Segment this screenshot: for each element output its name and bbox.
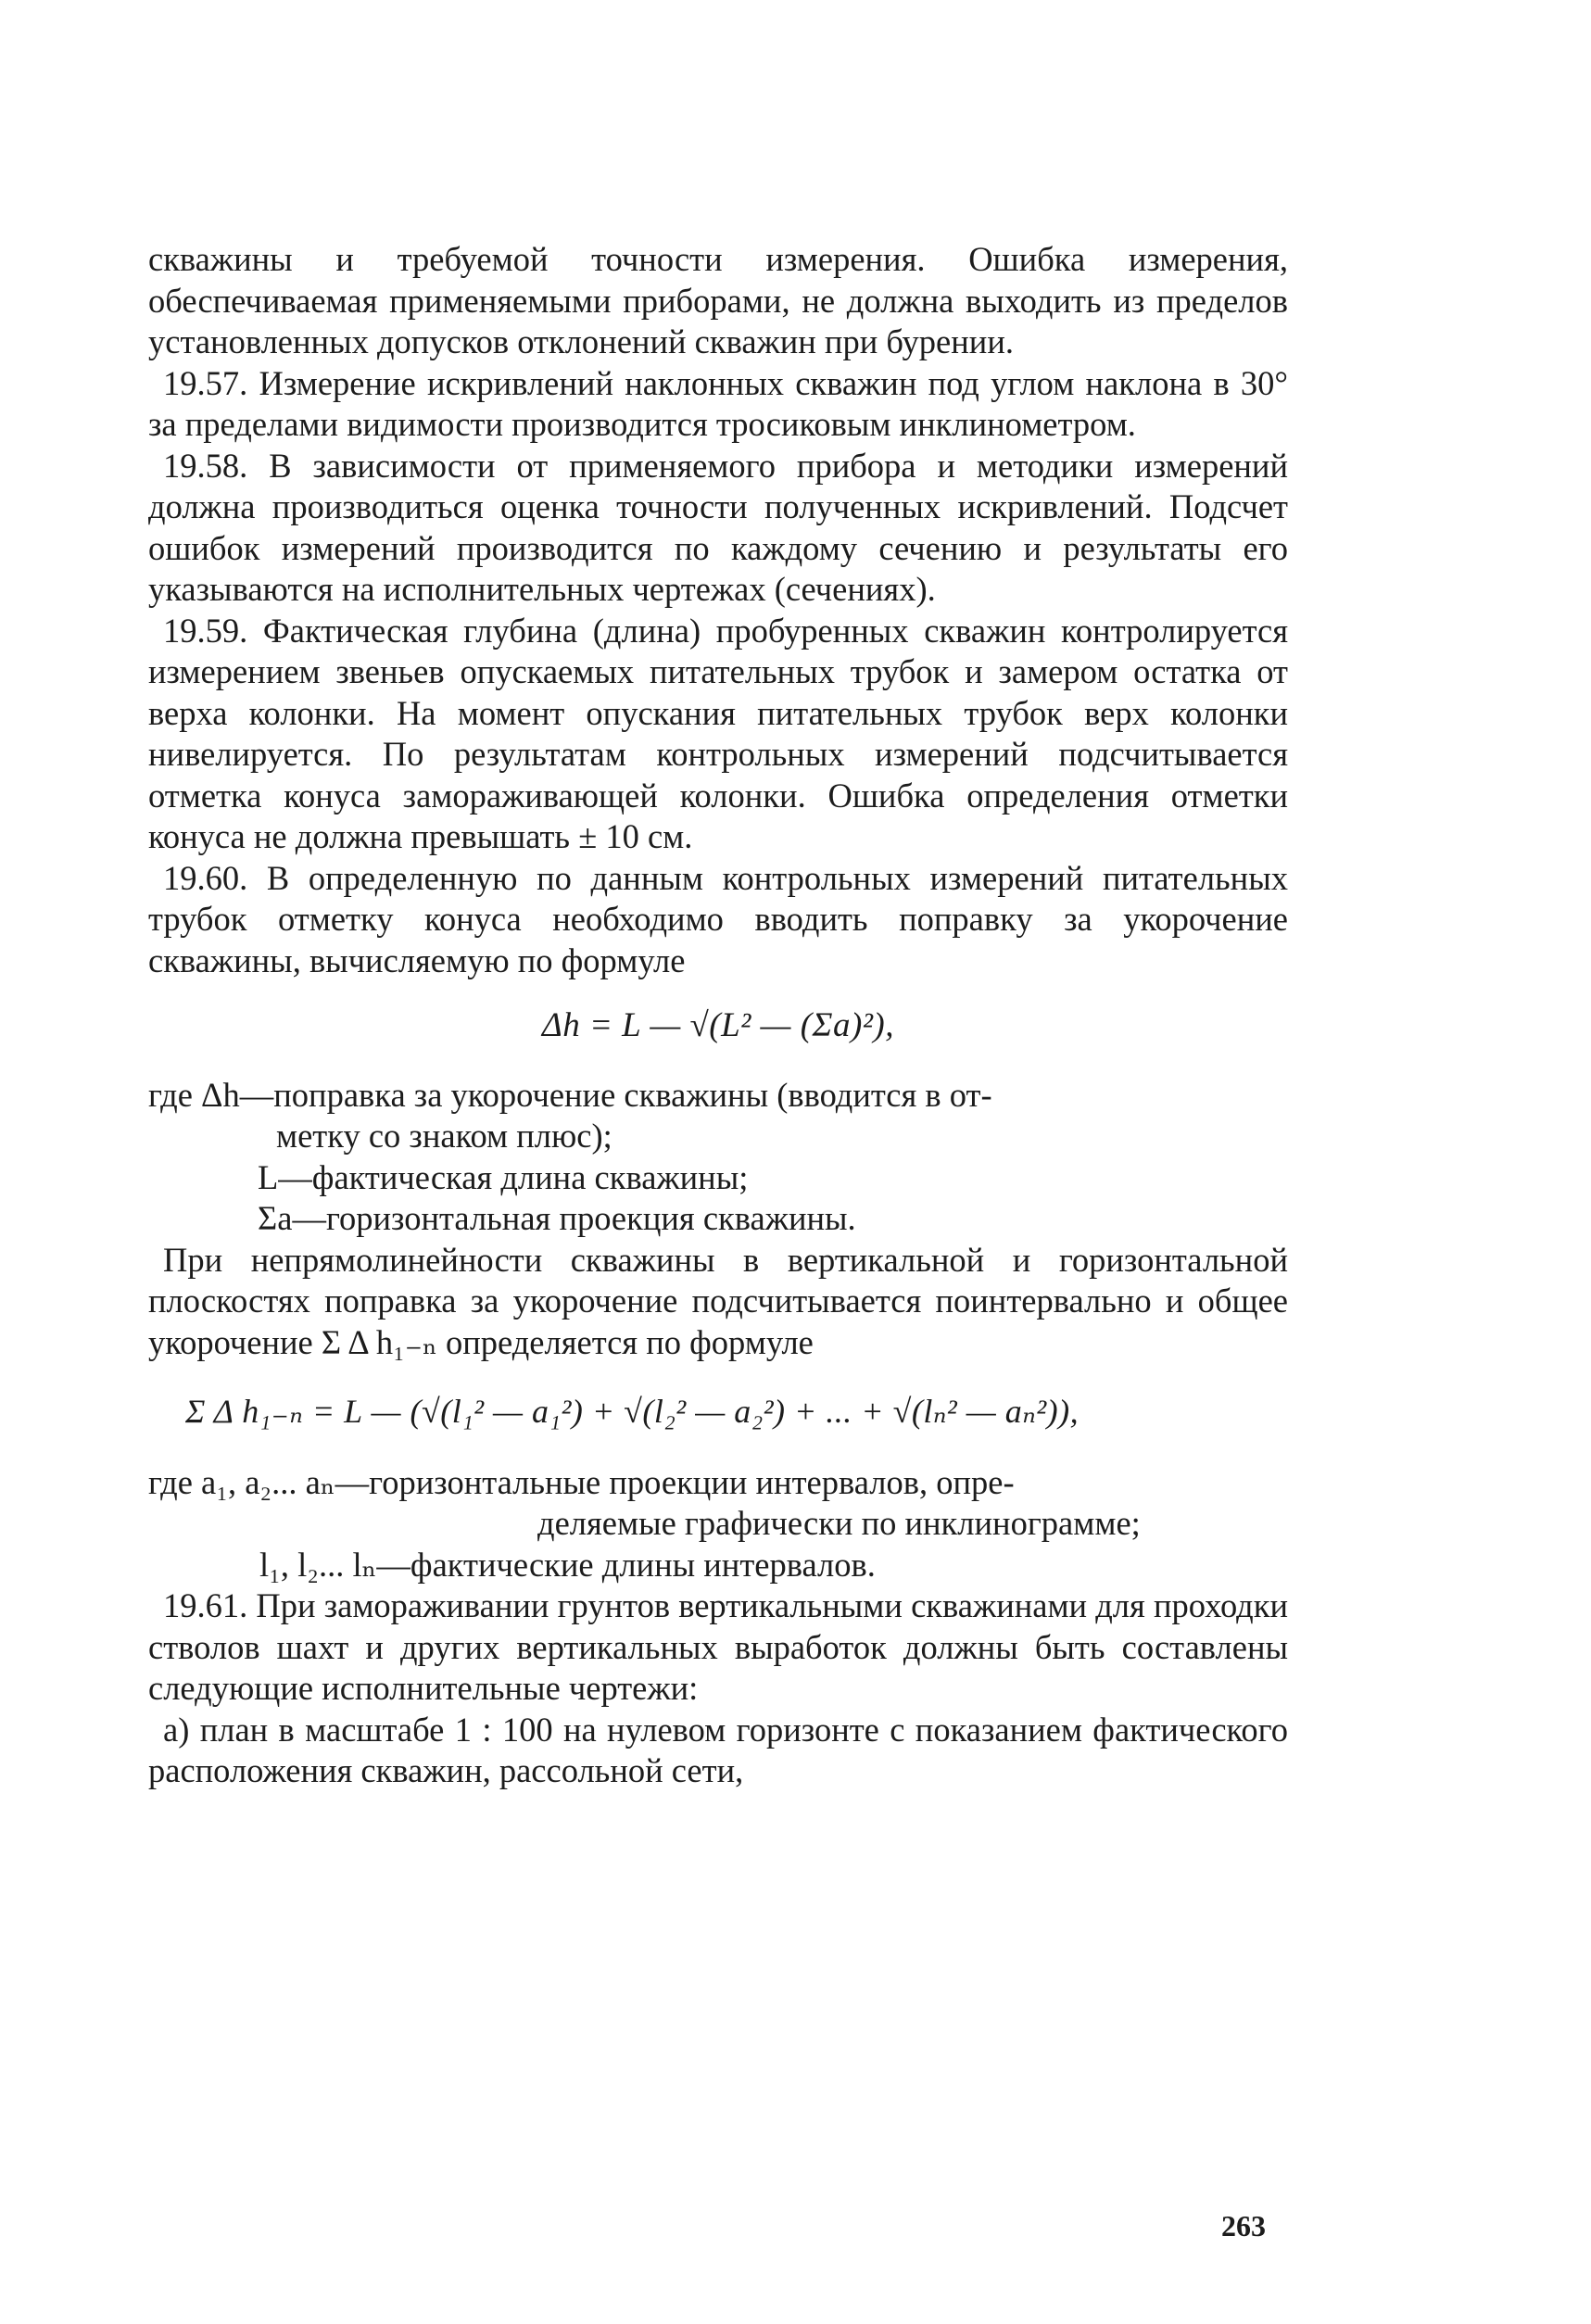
paragraph-19-59: 19.59. Фактическая глубина (длина) пробуренных скважин контролируется измерением звеньев опускаемых питательных трубок и замером остатка от верха колонки. На момент опускания питательных трубок верх колонки нивелируется. По результатам контрольных измерений подсчитывается отметка конуса замораживающей колонки. Ошибка определения отметки конуса не должна превышать ± 10 см. <box>148 611 1288 855</box>
paragraph-19-58: 19.58. В зависимости от применяемого прибора и методики измерений должна производиться оценка точности полученных искривлений. Подсчет ошибок измерений производится по каждому сечению и результаты его указываются на исполнительных чертежах (сечениях). <box>148 446 1288 608</box>
legend-2-line-1: где a₁, a₂... aₙ—горизонтальные проекции интервалов, опре- <box>148 1462 1015 1501</box>
legend-2-line-3: l₁, l₂... lₙ—фактические длины интервалов. <box>259 1545 876 1584</box>
page-number: 263 <box>1221 2209 1266 2242</box>
formula-legend-1 <box>148 1075 1288 1240</box>
formula-total-shortening: Σ Δ h₁₋ₙ = L — (√(l₁² — a₁²) + √(l₂² — a₂²) + ... + √(lₙ² — aₙ²)), <box>185 1393 1080 1430</box>
paragraph-19-60: 19.60. В определенную по данным контрольных измерений питательных трубок отметку конуса необходимо вводить поправку за укорочение скважины, вычисляемую по формуле <box>148 858 1288 979</box>
paragraph-19-61: 19.61. При замораживании грунтов вертикальными скважинами для проходки стволов шахт и других вертикальных выработок должны быть составлены следующие исполнительные чертежи: <box>148 1586 1288 1707</box>
formula-legend-2 <box>148 1462 1288 1586</box>
legend-1-line-2: метку со знаком плюс); <box>276 1117 612 1155</box>
paragraph-nonlinear: При непрямолинейности скважины в вертикальной и горизонтальной плоскостях поправка за укорочение подсчитывается поинтервально и общее укорочение Σ Δ h₁₋ₙ определяется по формуле <box>148 1240 1288 1361</box>
legend-1-line-1: где Δh—поправка за укорочение скважины (вводится в от- <box>148 1075 992 1114</box>
paragraph-intro: скважины и требуемой точности измерения. Ошибка измерения, обеспечиваемая применяемыми приборами, не должна выходить из пределов установленных допусков отклонений скважин при бурении. <box>148 240 1288 360</box>
paragraph-19-57: 19.57. Измерение искривлений наклонных скважин под углом наклона в 30° за пределами видимости производится тросиковым инклинометром. <box>148 363 1288 443</box>
legend-2-line-2: деляемые графически по инклинограмме; <box>537 1504 1141 1542</box>
page-text-block <box>148 239 1288 1792</box>
legend-1-line-3: L—фактическая длина скважины; <box>258 1157 749 1196</box>
formula-shortening: Δh = L — √(L² — (Σa)²), <box>542 1006 894 1044</box>
legend-1-line-4: Σa—горизонтальная проекция скважины. <box>258 1199 856 1237</box>
paragraph-item-a: а) план в масштабе 1 : 100 на нулевом горизонте с показанием фактического расположения скважин, рассольной сети, <box>148 1710 1288 1789</box>
